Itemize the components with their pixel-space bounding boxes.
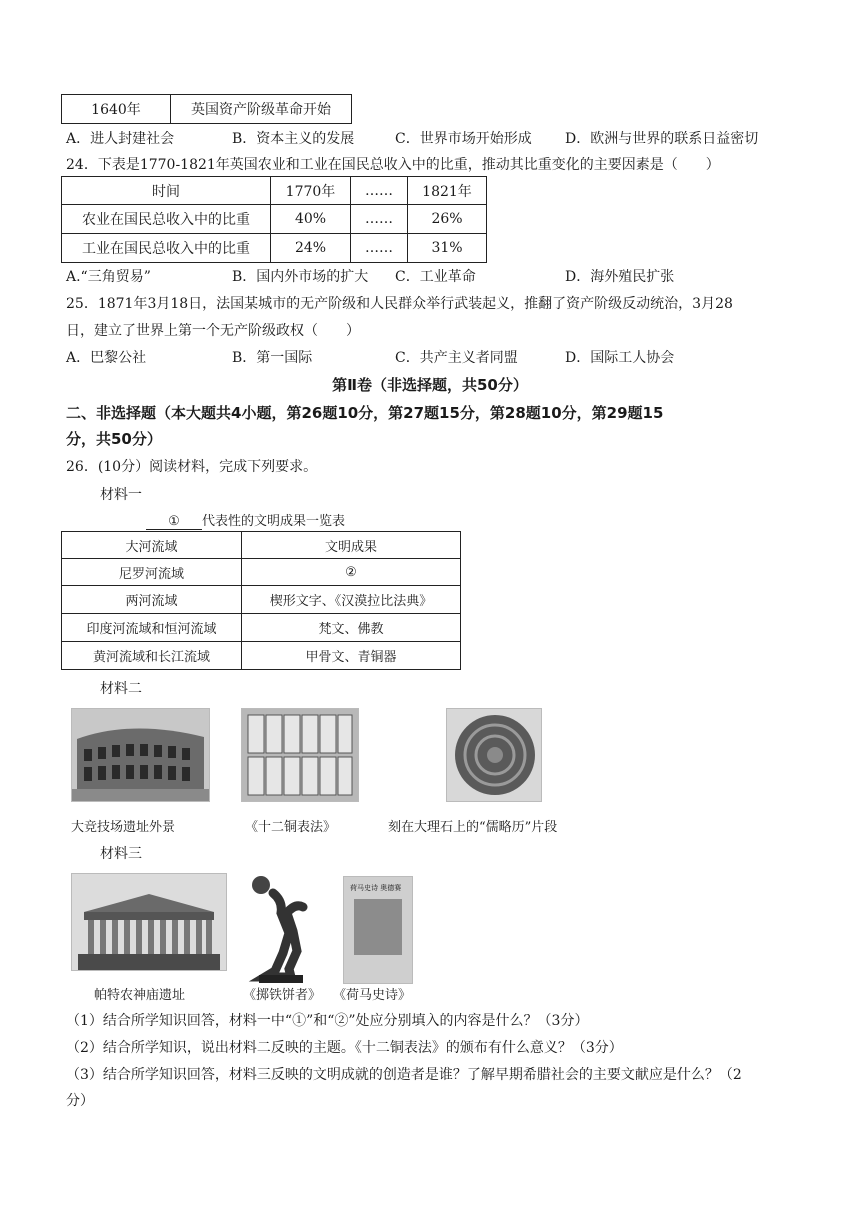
table-row [62,642,461,670]
q25-option-c: C．共产主义者同盟 [395,350,518,366]
table-title-blank: ① [146,514,202,530]
q25-option-d: D．国际工人协会 [565,350,675,366]
homer-epic-book-image [343,876,413,984]
q24-header: 时间 [62,177,271,205]
q24-table [61,176,487,263]
q23-option-b: B．资本主义的发展 [232,131,355,147]
discobolus-image [243,873,319,983]
q24-cell: 40% [271,205,351,234]
q24-stem: 24．下表是1770-1821年英国农业和工业在国民总收入中的比重，推动其比重变化的主要因素是（ ） [66,157,720,173]
julian-calendar-stone-image [446,708,542,802]
caption-colosseum: 大竞技场遗址外景 [71,820,176,835]
q25-option-b: B．第一国际 [232,350,313,366]
q26-sub1: （1）结合所学知识回答，材料一中“①”和“②”处应分别填入的内容是什么？（3分） [66,1013,589,1029]
table-row [62,614,461,642]
book-cover-art [354,899,402,955]
q24-option-c: C．工业革命 [395,269,476,285]
civ-cell: ② [242,559,461,586]
q24-header: …… [351,177,408,205]
q26-sub3-line2: 分） [66,1093,94,1109]
q24-cell: 26% [408,205,487,234]
year-cell: 1640年 [62,95,171,124]
q23-option-a: A．进人封建社会 [66,131,175,147]
q24-cell: …… [351,205,408,234]
q24-option-b: B．国内外市场的扩大 [232,269,369,285]
q24-cell: 农业在国民总收入中的比重 [62,205,271,234]
material2-label: 材料二 [100,681,142,697]
q24-cell: 31% [408,234,487,263]
twelve-tables-image [241,708,359,802]
civ-cell: 梵文、佛教 [242,614,461,642]
parthenon-image [71,873,227,971]
caption-twelve-tables: 《十二铜表法》 [245,820,337,835]
caption-julian-calendar: 刻在大理石上的“儒略历”片段 [388,820,558,835]
q25-option-a: A．巴黎公社 [66,350,147,366]
table-row [62,234,487,263]
q25-stem-line1: 25．1871年3月18日，法国某城市的无产阶级和人民群众举行武装起义，推翻了资产阶级反动统治，3月28 [66,296,733,312]
table-row [62,586,461,614]
caption-discobolus: 《掷铁饼者》 [243,988,322,1003]
q23-option-d: D．欧洲与世界的联系日益密切 [565,131,759,147]
civ-cell: 黄河流域和长江流域 [62,642,242,670]
civ-cell: 印度河流域和恒河流域 [62,614,242,642]
civ-header: 大河流域 [62,532,242,559]
section-title: 第Ⅱ卷（非选择题，共50分） [332,376,528,394]
civ-cell: 尼罗河流域 [62,559,242,586]
q24-option-d: D．海外殖民扩张 [565,269,675,285]
table-row [62,559,461,586]
caption-parthenon: 帕特农神庙遗址 [94,988,186,1003]
q26-sub3-line1: （3）结合所学知识回答，材料三反映的文明成就的创造者是谁？了解早期希腊社会的主要文献应是什么？（2 [66,1067,742,1083]
q24-header: 1770年 [271,177,351,205]
civilization-table [61,531,461,670]
q25-stem-line2: 日，建立了世界上第一个无产阶级政权（ ） [66,323,360,339]
civ-cell: 两河流域 [62,586,242,614]
material3-label: 材料三 [100,846,142,862]
table-row [62,205,487,234]
top-table [61,94,352,124]
section-heading-line1: 二、非选择题（本大题共4小题，第26题10分，第27题15分，第28题10分，第29题15 [66,404,664,422]
civ-cell: 楔形文字、《汉漠拉比法典》 [242,586,461,614]
event-cell: 英国资产阶级革命开始 [171,95,352,124]
q26-stem: 26．(10分）阅读材料，完成下列要求。 [66,459,318,475]
q26-sub2: （2）结合所学知识，说出材料二反映的主题。《十二铜表法》的颁布有什么意义？（3分） [66,1040,623,1056]
colosseum-image [71,708,210,802]
table-title-text: 代表性的文明成果一览表 [202,514,346,529]
book-title: 荷马史诗 奥德赛 [350,884,402,892]
civ-header: 文明成果 [242,532,461,559]
q24-header: 1821年 [408,177,487,205]
material1-label: 材料一 [100,487,142,503]
section-heading-line2: 分，共50分） [66,430,162,448]
caption-homer-epic: 《荷马史诗》 [333,988,412,1003]
q24-cell: 工业在国民总收入中的比重 [62,234,271,263]
civ-cell: 甲骨文、青铜器 [242,642,461,670]
q24-option-a: A.“三角贸易” [66,269,151,285]
q23-option-c: C．世界市场开始形成 [395,131,532,147]
q24-cell: …… [351,234,408,263]
q24-cell: 24% [271,234,351,263]
table-title [146,510,345,530]
